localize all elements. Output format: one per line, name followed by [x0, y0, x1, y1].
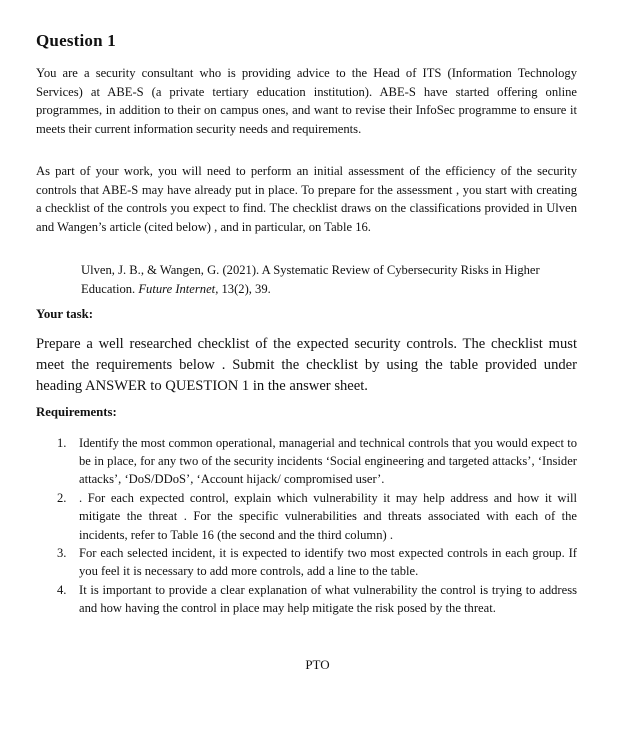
- requirements-list: [36, 434, 577, 618]
- citation-details: , 13(2), 39.: [215, 281, 271, 296]
- requirement-text: Identify the most common operational, managerial and technical controls that you would expect to be in place, for any two of the security incidents ‘Social engineering and targeted attacks’, ‘Insider attacks’, ‘DoS/DDoS’, ‘Account hijack/ compromised user’.: [79, 436, 577, 487]
- requirement-number: 4.: [57, 583, 67, 598]
- requirement-number: 1.: [57, 436, 67, 450]
- page-footer: PTO: [305, 657, 330, 672]
- requirement-number: 3.: [57, 546, 67, 561]
- task-paragraph: Prepare a well researched checklist of the expected security controls. The checklist must meet the requirements below . Submit the checklist by using the table provided under heading ANSWER to QUESTION 1 in the answer sheet.: [36, 336, 577, 394]
- requirement-item: [36, 489, 577, 544]
- requirement-item: [36, 544, 577, 580]
- citation-journal: Future Internet: [138, 281, 216, 296]
- requirement-number: 2.: [57, 491, 67, 506]
- citation-authors: Ulven, J. B., & Wangen, G. (2021). A Systematic Review of Cybersecurity Risks in Higher Education.: [81, 263, 540, 296]
- your-task-heading: Your task:: [36, 307, 94, 321]
- citation: [81, 261, 577, 298]
- requirement-item: [36, 434, 577, 489]
- intro-paragraph: You are a security consultant who is providing advice to the Head of ITS (Information Technology Services) at ABE-S (a private tertiary education institution). ABE-S have started offering online programmes, in addition to their on campus ones, and want to revise their InfoSec programme to ensure it meets their current information security needs and requirements.: [36, 66, 577, 136]
- requirement-text: . For each expected control, explain which vulnerability it may help address and how it will mitigate the threat . For the specific vulnerabilities and threats associated with each of the incidents, refer to Table 16 (the second and the third column) .: [79, 491, 577, 542]
- requirement-text: For each selected incident, it is expected to identify two most expected controls in each group. If you feel it is necessary to add more controls, add a line to the table.: [79, 546, 577, 579]
- assessment-paragraph: As part of your work, you will need to perform an initial assessment of the efficiency of the security controls that ABE-S may have already put in place. To prepare for the assessment , you start with creating a checklist of the controls you expect to find. The checklist draws on the classifications provided in Ulven and Wangen’s article (cited below) , and in particular, on Table 16.: [36, 164, 577, 234]
- requirements-heading: Requirements:: [36, 405, 117, 419]
- requirement-text: It is important to provide a clear explanation of what vulnerability the control is trying to address and how having the control in place may help mitigate the risk posed by the threat.: [79, 583, 577, 616]
- question-heading: Question 1: [36, 31, 116, 50]
- requirement-item: [36, 581, 577, 617]
